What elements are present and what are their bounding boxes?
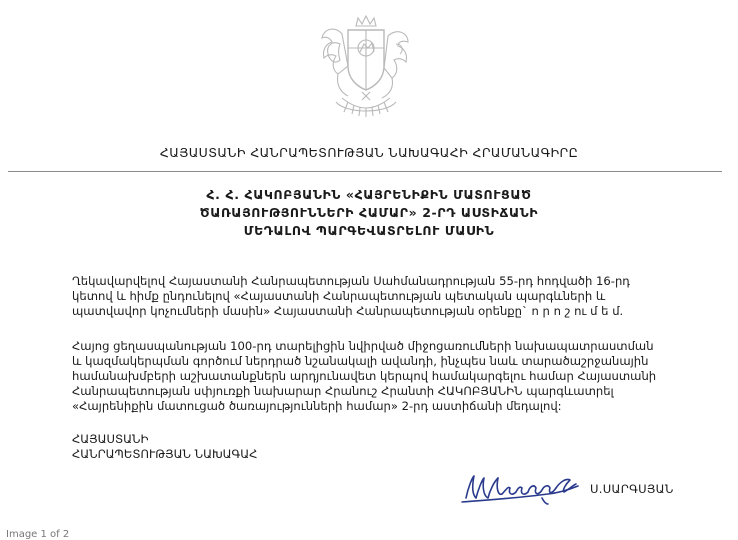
page-indicator: Image 1 of 2 bbox=[6, 529, 70, 540]
paragraph-line: «Հայրենիքին մատուցած ծառայությունների համար» 2-րդ աստիճանի մեդալով: bbox=[72, 399, 562, 413]
paragraph-line: համանախմբերի աշխատանքներն արդյունավետ կերպով համակարգելու համար Հայաստանի bbox=[72, 369, 657, 383]
document-type-heading: ՀԱՅԱՍՏԱՆԻ ՀԱՆՐԱՊԵՏՈՒԹՅԱՆ ՆԱԽԱԳԱՀԻ ՀՐԱՄԱՆԱԳԻՐԸ bbox=[159, 145, 579, 160]
decree-title-line: ՄԵԴԱԼՈՎ ՊԱՐԳԵՎԱՏՐԵԼՈՒ ՄԱՍԻՆ bbox=[243, 223, 495, 238]
handwritten-signature-icon bbox=[458, 468, 584, 506]
paragraph-line: Ղեկավարվելով Հայաստանի Հանրապետության Սահմանադրության 55-րդ հոդվածի 16-րդ bbox=[72, 274, 630, 288]
paragraph-line: և կազմակերպման գործում ներդրած նշանակալի ավանդի, ինչպես նաև տարածաշրջանային bbox=[72, 354, 649, 368]
decree-title-line: ԾԱՌԱՅՈՒԹՅՈՒՆՆԵՐԻ ՀԱՄԱՐ» 2-ՐԴ ԱՍՏԻՃԱՆԻ bbox=[199, 205, 539, 220]
decree-paragraph-1 bbox=[72, 274, 712, 319]
paragraph-line: Հայոց ցեղասպանության 100-րդ տարելիցին նվիրված միջոցառումների նախապատրաստման bbox=[72, 339, 654, 353]
signatory-title bbox=[72, 432, 257, 462]
decree-title bbox=[0, 186, 738, 240]
paragraph-line: պատվավոր կոչումների մասին» Հայաստանի Հանրապետության օրենքը` ո ր ո շ ու մ ե մ. bbox=[72, 304, 624, 318]
signatory-title-line: ՀԱՅԱՍՏԱՆԻ bbox=[72, 432, 149, 446]
armenian-coat-of-arms-icon bbox=[318, 14, 414, 120]
header-divider bbox=[8, 171, 722, 172]
signatory-title-line: ՀԱՆՐԱՊԵՏՈՒԹՅԱՆ ՆԱԽԱԳԱՀ bbox=[72, 447, 258, 461]
decree-paragraph-2 bbox=[72, 339, 712, 414]
signatory-name: Ս.ՍԱՐԳՍՅԱՆ bbox=[590, 482, 674, 496]
paragraph-line: կետով և հիմք ընդունելով «Հայաստանի Հանրապետության պետական պարգևների և bbox=[72, 289, 606, 303]
decree-title-line: Հ. Հ. ՀԱԿՈԲՅԱՆԻՆ «ՀԱՅՐԵՆԻՔԻՆ ՄԱՏՈՒՑԱԾ bbox=[206, 187, 532, 202]
paragraph-line: Հանրապետության սփյուռքի նախարար Հրանուշ Հրանտի ՀԱԿՈԲՅԱՆԻՆ պարգևատրել bbox=[72, 384, 614, 398]
